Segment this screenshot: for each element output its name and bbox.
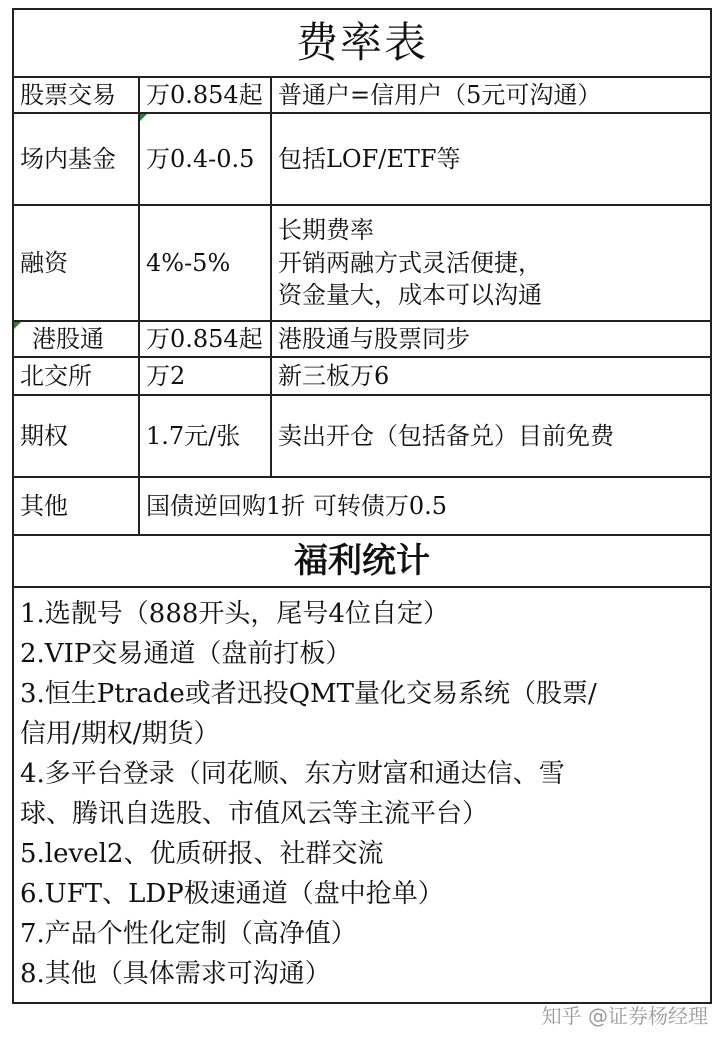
note-line: 开销两融方式灵活便捷， <box>278 248 542 277</box>
row-note: 卖出开仓（包括备兑）目前免费 <box>271 395 711 477</box>
fee-sheet <box>12 8 712 1004</box>
welfare-list <box>14 588 710 1002</box>
row-name: 期权 <box>13 395 139 477</box>
list-item: 2.VIP交易通道（盘前打板） <box>20 639 352 669</box>
note-line: 长期费率 <box>278 216 374 245</box>
fee-table <box>12 8 712 536</box>
list-item: 4.多平台登录（同花顺、东方财富和通达信、雪 <box>20 759 565 789</box>
note-line: 资金量大，成本可以沟通 <box>278 281 542 310</box>
row-note <box>271 205 711 321</box>
table-row <box>13 77 711 113</box>
table-row <box>13 321 711 357</box>
row-rate: 万2 <box>139 357 271 395</box>
row-name: 港股通 <box>13 321 139 357</box>
row-note: 包括LOF/ETF等 <box>271 113 711 205</box>
list-item: 8.其他（具体需求可沟通） <box>20 959 331 989</box>
row-rate: 万0.4-0.5 <box>139 113 271 205</box>
list-item: 6.UFT、LDP极速通道（盘中抢单） <box>20 879 444 909</box>
row-other-text: 国债逆回购1折 可转债万0.5 <box>139 477 711 535</box>
table-row <box>13 395 711 477</box>
welfare-section <box>12 536 712 1004</box>
row-rate: 1.7元/张 <box>139 395 271 477</box>
row-name: 股票交易 <box>13 77 139 113</box>
table-row <box>13 113 711 205</box>
table-row <box>13 205 711 321</box>
list-item: 5.level2、优质研报、社群交流 <box>20 839 384 869</box>
list-item: 1.选靓号（888开头，尾号4位自定） <box>20 599 449 629</box>
row-name: 北交所 <box>13 357 139 395</box>
welfare-title: 福利统计 <box>14 536 710 588</box>
row-rate: 万0.854起 <box>139 321 271 357</box>
list-item: 3.恒生Ptrade或者迅投QMT量化交易系统（股票/ <box>20 679 597 709</box>
row-rate: 万0.854起 <box>139 77 271 113</box>
list-item: 7.产品个性化定制（高净值） <box>20 919 357 949</box>
table-row <box>13 357 711 395</box>
row-note: 港股通与股票同步 <box>271 321 711 357</box>
fee-table-title: 费率表 <box>13 9 711 77</box>
fee-table-title-row <box>13 9 711 77</box>
row-note: 普通户=信用户（5元可沟通） <box>271 77 711 113</box>
row-name: 融资 <box>13 205 139 321</box>
row-name: 场内基金 <box>13 113 139 205</box>
row-note: 新三板万6 <box>271 357 711 395</box>
list-item: 信用/期权/期货） <box>20 719 220 749</box>
table-row <box>13 477 711 535</box>
row-name: 其他 <box>13 477 139 535</box>
watermark: 知乎 @证券杨经理 <box>541 1004 708 1028</box>
row-rate: 4%-5% <box>139 205 271 321</box>
list-item: 球、腾讯自选股、市值风云等主流平台） <box>20 799 489 829</box>
